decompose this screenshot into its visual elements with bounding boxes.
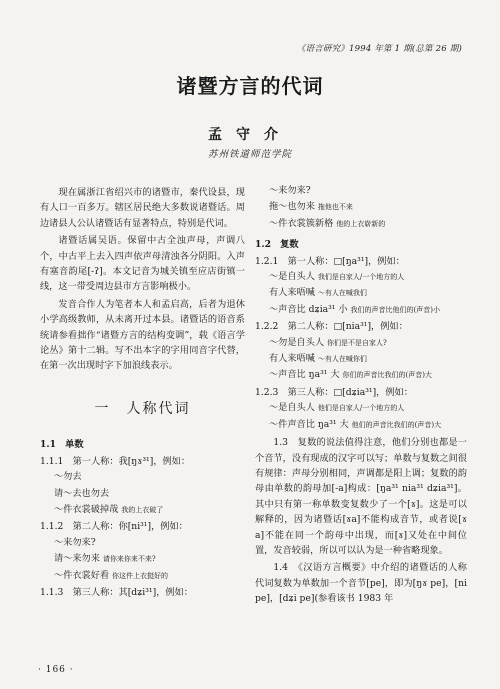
example-line: ～是自头人 我们是自家人/一个地方的人: [269, 271, 405, 283]
example-line: ～勿是自头人 你们是不是自家人?: [269, 336, 387, 348]
example-line: 请～去也勿去: [54, 487, 110, 499]
subsection-1-2: 1.2 复数: [255, 239, 299, 251]
journal-header: 《语言研究》1994 年第 1 期(总第 26 期): [296, 44, 462, 54]
example-line: 拖～也勿来 拖他也不来: [269, 201, 353, 213]
intro-paragraph-3: 发音合作人为笔者本人和孟启高，后者为退休小学高级教师，从未离开过本县。诸暨话的语音系统请参看拙作“诸暨方言的结构变调”，载《语言学论丛》第十二辑。写不出本字的字用同音字代替，在第一次出现时字下加浪线表示。: [40, 298, 245, 372]
section-heading-1: 一 人称代词: [94, 400, 191, 417]
author-affiliation: 苏州铁道师范学院: [207, 149, 292, 160]
example-line: ～勿去: [54, 471, 82, 483]
example-line: 有人来唔喊 ～有人在喊你们: [269, 353, 367, 365]
paragraph-1-4: 1.4 《汉语方言概要》中介绍的诸暨话的人称代词复数为单数加一个音节[pe]，即为[ŋɤ pe]，[ni pe]，[dʑi pe](参看该书 1983 年: [255, 562, 467, 605]
subsection-1-2-1: 1.2.1 第一人称：□[ŋa³¹]，例如：: [255, 255, 405, 267]
subsection-1-2-2: 1.2.2 第二人称：□[nia³¹]，例如：: [255, 321, 408, 333]
example-line: 有人来唔喊 ～有人在喊我们: [269, 287, 367, 299]
example-line: ～件声音比 ŋa³¹ 大 他们的声音比我们的(声音)大: [269, 418, 442, 430]
example-line: ～声音比 ŋa³¹ 大 你们的声音比我们的(声音)大: [269, 369, 432, 381]
intro-paragraph-1: 现在属浙江省绍兴市的诸暨市，秦代设县，现有人口一百多万。辖区居民绝大多数说诸暨话。周边诸县人公认诸暨话有显著特点，特别是代词。: [40, 187, 245, 229]
example-line: 请～来勿来 请你来你来不来?: [54, 553, 156, 565]
left-column: [40, 185, 245, 600]
example-line: ～件衣裳簇新格 他的上衣崭新的: [269, 217, 386, 229]
author-name: 孟守介: [208, 127, 292, 143]
intro-paragraph-2: 诸暨话属吴语。保留中古全浊声母，声调八个，中古平上去入四声依声母清浊各分阴阳。入声有塞音韵尾[-ʔ]。本文记音为城关镇至应店街镇一线，这一带受周边县市方言影响极小。: [40, 235, 245, 293]
page-number: · 166 ·: [38, 665, 74, 675]
subsection-1-1-3: 1.1.3 第三人称：其[dʑi³¹]，例如：: [40, 586, 193, 598]
subsection-1-2-3: 1.2.3 第三人称：□[dʑia³¹]，例如：: [255, 386, 413, 398]
subsection-1-1: 1.1 单数: [40, 439, 84, 451]
example-line: ～是自头人 他们是自家人/一个地方的人: [269, 402, 405, 414]
example-line: ～件衣裳好看 你这件上衣挺好的: [54, 569, 169, 581]
article-title: 诸暨方言的代词: [176, 74, 324, 98]
subsection-1-1-2: 1.1.2 第二人称：你[ni³¹]，例如：: [40, 521, 188, 533]
example-line: ～声音比 dʑia³¹ 小 我们的声音比他们的(声音)小: [269, 303, 440, 315]
example-line: ～来勿来?: [269, 185, 311, 196]
paragraph-1-3: 1.3 复数的说法值得注意，他们分别也都是一个音节，没有现成的汉字可以写；单数与复数之间很有规律：声母分别相同，声调都是阳上调；复数的韵母由单数的韵母加[-a]构成：[ŋa³¹ nia³¹ dʑia³¹]。其中只有第一称单数变复数少了一个[ɤ]。这是可以解释的，因为诸暨话[ɤa]不能构成音节，或者说[ɤ a]不能在同一个韵母中出现，而[ɤ]又处在中间位置，发音较弱，所以可以认为是一种省略现象。: [255, 437, 467, 556]
example-line: ～件衣裳破掉哉 我的上衣破了: [54, 503, 164, 515]
subsection-1-1-1: 1.1.1 第一人称：我[ŋɤ³¹]，例如：: [40, 455, 191, 467]
right-column: [255, 183, 467, 607]
example-line: ～来勿来?: [54, 536, 96, 548]
